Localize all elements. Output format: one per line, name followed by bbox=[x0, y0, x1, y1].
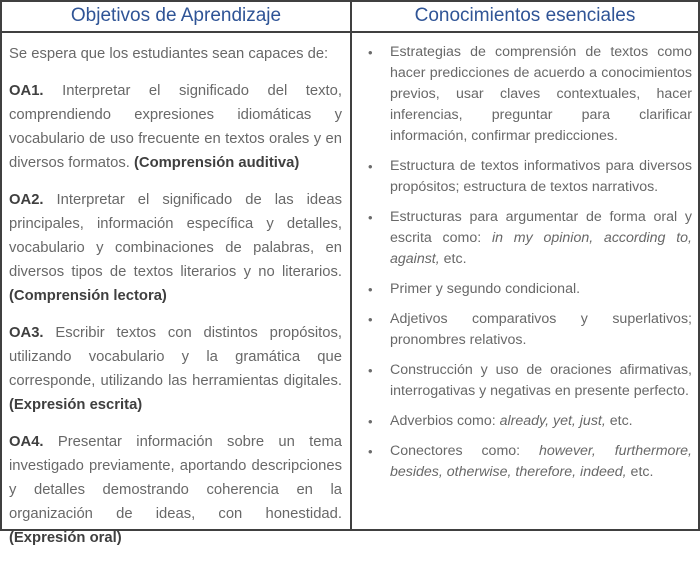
objective-paragraph bbox=[9, 188, 342, 308]
objective-paragraph bbox=[9, 321, 342, 417]
bullet-text: Adjetivos comparativos y superlativos; pronombres relativos. bbox=[390, 311, 692, 348]
list-item bbox=[352, 411, 692, 432]
list-item bbox=[352, 156, 692, 198]
list-item bbox=[352, 42, 692, 147]
list-item bbox=[352, 279, 692, 300]
bullet-icon: • bbox=[368, 159, 373, 174]
objectives-column bbox=[2, 2, 352, 546]
knowledge-column bbox=[352, 2, 698, 529]
bullet-icon: • bbox=[368, 363, 373, 378]
objective-text: Escribir textos con distintos propósitos, utilizando vocabulario y la gramática que corresponde, utilizando las herramientas digitales. bbox=[9, 325, 342, 389]
objective-text: Interpretar el significado del texto, comprendiendo expresiones idiomáticas y vocabulario de uso frecuente en textos orales y en diversos formatos. bbox=[9, 83, 342, 171]
list-item bbox=[352, 441, 692, 483]
objective-code: OA3. bbox=[9, 325, 44, 341]
bullet-icon: • bbox=[368, 210, 373, 225]
bullet-icon: • bbox=[368, 282, 373, 297]
objective-skill-tag: (Comprensión auditiva) bbox=[134, 155, 300, 171]
bullet-text-italic: in my opinion, according to, against, bbox=[390, 230, 692, 267]
bullet-text: Estrategias de comprensión de textos como hacer predicciones de acuerdo a conocimientos previos, usar claves contextuales, hacer inferencias, preguntar para clarificar información, confirmar predicciones. bbox=[390, 44, 692, 144]
objective-paragraph bbox=[9, 79, 342, 175]
objectives-header: Objetivos de Aprendizaje bbox=[2, 2, 350, 33]
objective-skill-tag: (Expresión oral) bbox=[9, 530, 122, 546]
bullet-icon: • bbox=[368, 312, 373, 327]
bullet-icon: • bbox=[368, 414, 373, 429]
bullet-text: etc. bbox=[605, 413, 633, 429]
knowledge-header: Conocimientos esenciales bbox=[352, 2, 698, 33]
bullet-text-italic: already, yet, just, bbox=[499, 413, 606, 429]
knowledge-list bbox=[352, 42, 692, 483]
bullet-text: Primer y segundo condicional. bbox=[390, 281, 581, 297]
bullet-text-italic: however, furthermore, besides, otherwise, therefore, indeed, bbox=[390, 443, 693, 480]
objectives-body bbox=[2, 33, 350, 563]
knowledge-body bbox=[352, 33, 698, 492]
objective-code: OA4. bbox=[9, 434, 44, 450]
objective-text: Presentar información sobre un tema investigado previamente, aportando descripciones y detalles demostrando coherencia en la organización de ideas, con honestidad. bbox=[9, 434, 342, 522]
list-item bbox=[352, 309, 692, 351]
bullet-text: Estructuras para argumentar de forma oral y escrita como: bbox=[390, 209, 692, 246]
bullet-text: Estructura de textos informativos para diversos propósitos; estructura de textos narrativos. bbox=[390, 158, 692, 195]
objective-code: OA1. bbox=[9, 83, 44, 99]
objectives-intro: Se espera que los estudiantes sean capaces de: bbox=[9, 46, 329, 62]
objective-skill-tag: (Expresión escrita) bbox=[9, 397, 143, 413]
bullet-text: etc. bbox=[439, 251, 467, 267]
bullet-text: etc. bbox=[626, 464, 654, 480]
bullet-text: Adverbios como: bbox=[390, 413, 500, 429]
objective-code: OA2. bbox=[9, 192, 44, 208]
list-item bbox=[352, 360, 692, 402]
objective-text: Interpretar el significado de las ideas principales, información específica y detalles, vocabulario y combinaciones de palabras, en diversos tipos de textos literarios y no literarios. bbox=[9, 192, 342, 280]
bullet-icon: • bbox=[368, 45, 373, 60]
list-item bbox=[352, 207, 692, 270]
objective-skill-tag: (Comprensión lectora) bbox=[9, 288, 167, 304]
objectives-list bbox=[9, 79, 342, 550]
bullet-text: Conectores como: bbox=[390, 443, 540, 459]
objective-paragraph bbox=[9, 430, 342, 550]
bullet-text: Construcción y uso de oraciones afirmativas, interrogativas y negativas en presente perfecto. bbox=[390, 362, 692, 399]
bullet-icon: • bbox=[368, 444, 373, 459]
